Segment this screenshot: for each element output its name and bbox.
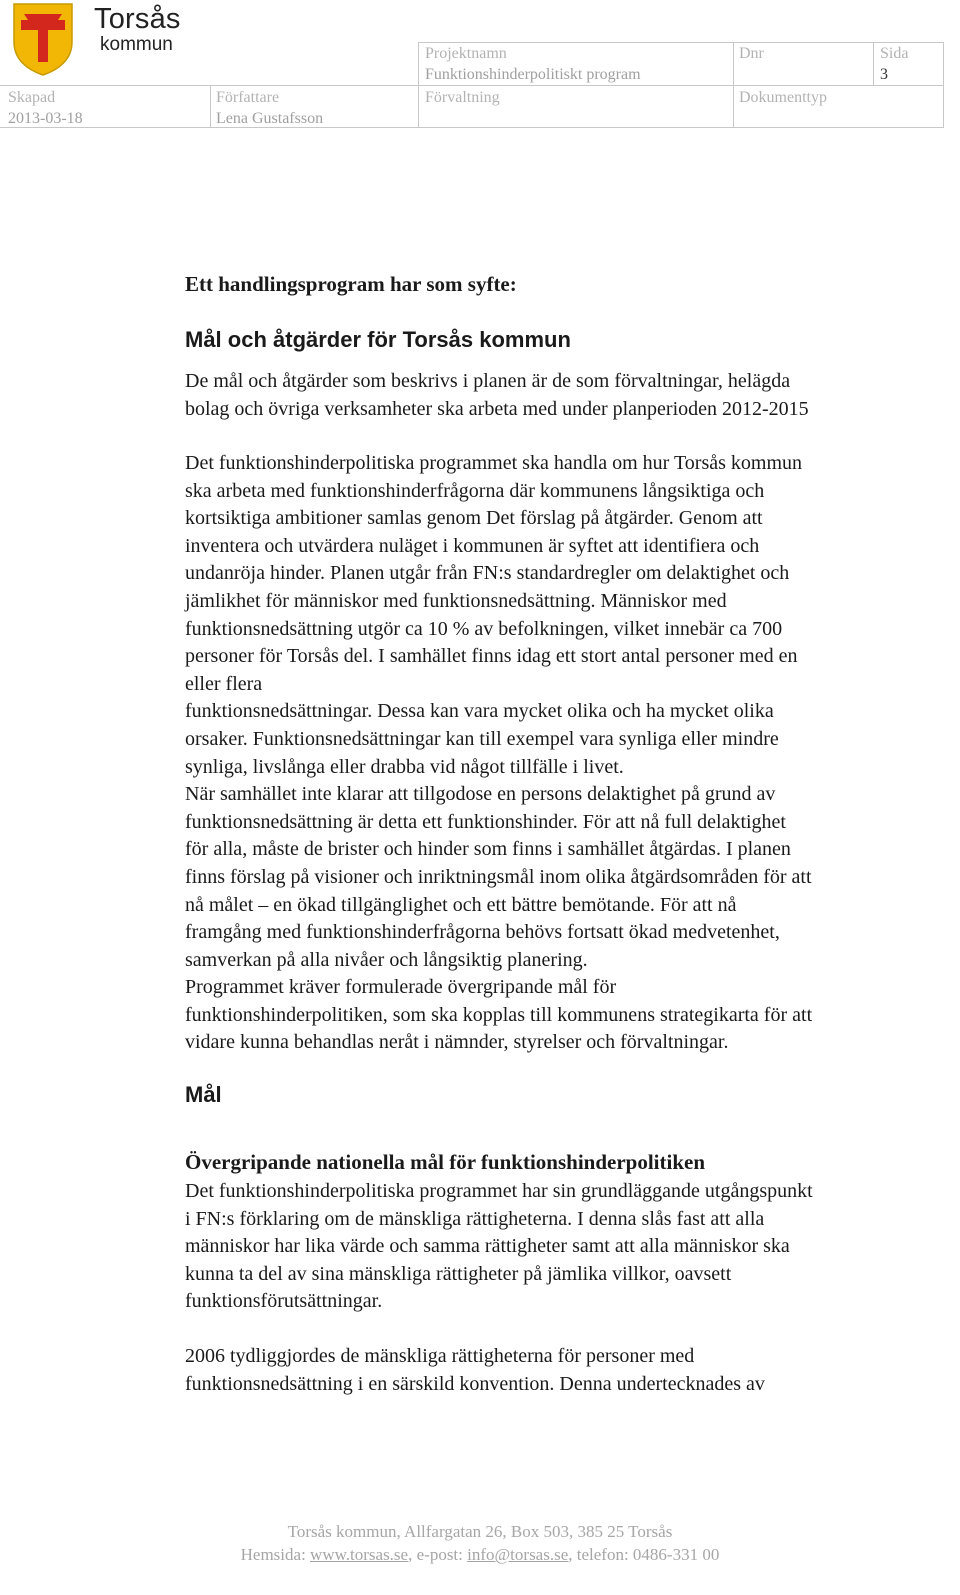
text-line: De mål och åtgärder som beskrivs i planen är de som förvaltningar, helägda bbox=[185, 370, 791, 392]
text-line: vidare kunna behandlas neråt i nämnder, styrelser och förvaltningar. bbox=[185, 1031, 729, 1054]
paragraph-grundlaggande-utgangspunkt bbox=[185, 1178, 945, 1316]
text-line: bolag och övriga verksamheter ska arbeta med under planperioden 2012-2015 bbox=[185, 397, 809, 420]
text-line: jämlikhet för människor med funktionsnedsättning. Människor med bbox=[185, 589, 727, 612]
header-rule-bottom bbox=[0, 127, 944, 128]
header-skapad bbox=[8, 87, 83, 129]
text-line: funktionsnedsättning är detta ett funktionshinder. För att nå full delaktighet bbox=[185, 810, 786, 833]
page-number: 3 bbox=[880, 66, 888, 83]
text-line: kunna ta del av sina mänskliga rättigheter på jämlika villkor, oavsett bbox=[185, 1262, 732, 1285]
header-dnr bbox=[739, 43, 764, 64]
epost-label: , e-post: bbox=[408, 1545, 468, 1564]
skapad-label: Skapad bbox=[8, 89, 56, 106]
footer-contact bbox=[0, 1545, 960, 1565]
projektnamn-label: Projektnamn bbox=[425, 45, 507, 62]
header-projektnamn bbox=[425, 43, 641, 85]
heading-overgripande-mal: Övergripande nationella mål för funktionshinderpolitiken bbox=[185, 1150, 706, 1174]
telefon-text: , telefon: 0486-331 00 bbox=[568, 1545, 720, 1564]
text-line: funktionshinderpolitiken, som ska kopplas till kommunens strategikarta för att bbox=[185, 1003, 813, 1026]
email-link[interactable]: info@torsas.se bbox=[467, 1545, 569, 1564]
sida-label: Sida bbox=[880, 45, 909, 62]
text-line: funktionsnedsättningar. Dessa kan vara mycket olika och ha mycket olika bbox=[185, 700, 774, 723]
text-line: eller flera bbox=[185, 672, 263, 695]
text-line: synliga, livslånga eller drabba vid något tillfälle i livet. bbox=[185, 755, 624, 778]
header-forfattare bbox=[216, 87, 323, 129]
header-divider bbox=[943, 42, 944, 127]
text-line: När samhället inte klarar att tillgodose en persons delaktighet på grund av bbox=[185, 783, 776, 806]
header-forvaltning bbox=[425, 87, 500, 108]
projektnamn-value: Funktionshinderpolitiskt program bbox=[425, 66, 641, 83]
forfattare-label: Författare bbox=[216, 89, 280, 106]
forfattare-value: Lena Gustafsson bbox=[216, 110, 324, 127]
text-line: kortsiktiga ambitioner samlas genom Det förslag på åtgärder. Genom att bbox=[185, 507, 763, 530]
text-line: samverkan på alla nivåer och långsiktig planering. bbox=[185, 948, 588, 971]
text-line: framgång med funktionshinderfrågorna behövs fortsatt ökad medvetenhet, bbox=[185, 921, 780, 944]
text-line: 2006 tydliggjordes de mänskliga rättigheterna för personer med bbox=[185, 1345, 695, 1367]
dokumenttyp-label: Dokumenttyp bbox=[739, 89, 827, 106]
text-line: funktionsnedsättning utgör ca 10 % av befolkningen, vilket innebär ca 700 bbox=[185, 617, 783, 640]
text-line: för alla, måste de brister och hinder som finns i samhället åtgärdas. I planen bbox=[185, 838, 791, 861]
dnr-label: Dnr bbox=[739, 45, 764, 62]
text-line: inventera och utvärdera nuläget i kommunen är syftet att identifiera och bbox=[185, 534, 760, 557]
text-line: ska arbeta med funktionshinderfrågorna där kommunens långsiktiga och bbox=[185, 479, 765, 502]
forvaltning-label: Förvaltning bbox=[425, 89, 500, 106]
paragraph-konvention bbox=[185, 1343, 945, 1398]
header-sida bbox=[880, 43, 908, 85]
heading-mal: Mål bbox=[185, 1082, 222, 1107]
text-line: orsaker. Funktionsnedsättningar kan till exempel vara synliga eller mindre bbox=[185, 727, 779, 750]
text-line: Det funktionshinderpolitiska programmet har sin grundläggande utgångspunkt bbox=[185, 1180, 813, 1202]
header-divider bbox=[210, 85, 211, 127]
text-line: finns förslag på visioner och inriktningsmål inom olika åtgärdsområden för att bbox=[185, 865, 812, 888]
paragraph-planperiod bbox=[185, 368, 945, 423]
header-rule-middle bbox=[0, 85, 944, 86]
footer-address: Torsås kommun, Allfargatan 26, Box 503, 385 25 Torsås bbox=[287, 1522, 673, 1541]
text-line: funktionsförutsättningar. bbox=[185, 1290, 383, 1313]
header-divider bbox=[873, 42, 874, 85]
header-divider bbox=[418, 42, 419, 127]
text-line: människor har lika värde och samma rättigheter samt att alla människor ska bbox=[185, 1235, 790, 1258]
logo-sub: kommun bbox=[100, 34, 173, 55]
coat-of-arms-icon bbox=[12, 2, 74, 76]
text-line: i FN:s förklaring om de mänskliga rättigheterna. I denna slås fast att alla bbox=[185, 1207, 765, 1230]
logo-name: Torsås bbox=[94, 3, 181, 35]
text-line: undanröja hinder. Planen utgår från FN:s standardregler om delaktighet och bbox=[185, 562, 790, 585]
header-divider bbox=[733, 42, 734, 127]
text-line: funktionsnedsättning i en särskild konvention. Denna undertecknades av bbox=[185, 1372, 765, 1395]
text-line: personer för Torsås del. I samhället finns idag ett stort antal personer med en bbox=[185, 645, 798, 668]
header-dokumenttyp bbox=[739, 87, 827, 108]
heading-syfte: Ett handlingsprogram har som syfte: bbox=[185, 272, 517, 296]
text-line: nå målet – en ökad tillgänglighet och ett bättre bemötande. För att nå bbox=[185, 893, 737, 916]
skapad-value: 2013-03-18 bbox=[8, 110, 83, 127]
website-link[interactable]: www.torsas.se bbox=[310, 1545, 409, 1564]
heading-mal-och-atgarder: Mål och åtgärder för Torsås kommun bbox=[185, 327, 571, 352]
torsas-logo bbox=[12, 2, 181, 76]
text-line: Programmet kräver formulerade övergripande mål för bbox=[185, 976, 617, 999]
hemsida-label: Hemsida: bbox=[240, 1545, 311, 1564]
paragraph-program-description bbox=[185, 450, 945, 1057]
text-line: Det funktionshinderpolitiska programmet ska handla om hur Torsås kommun bbox=[185, 452, 803, 474]
